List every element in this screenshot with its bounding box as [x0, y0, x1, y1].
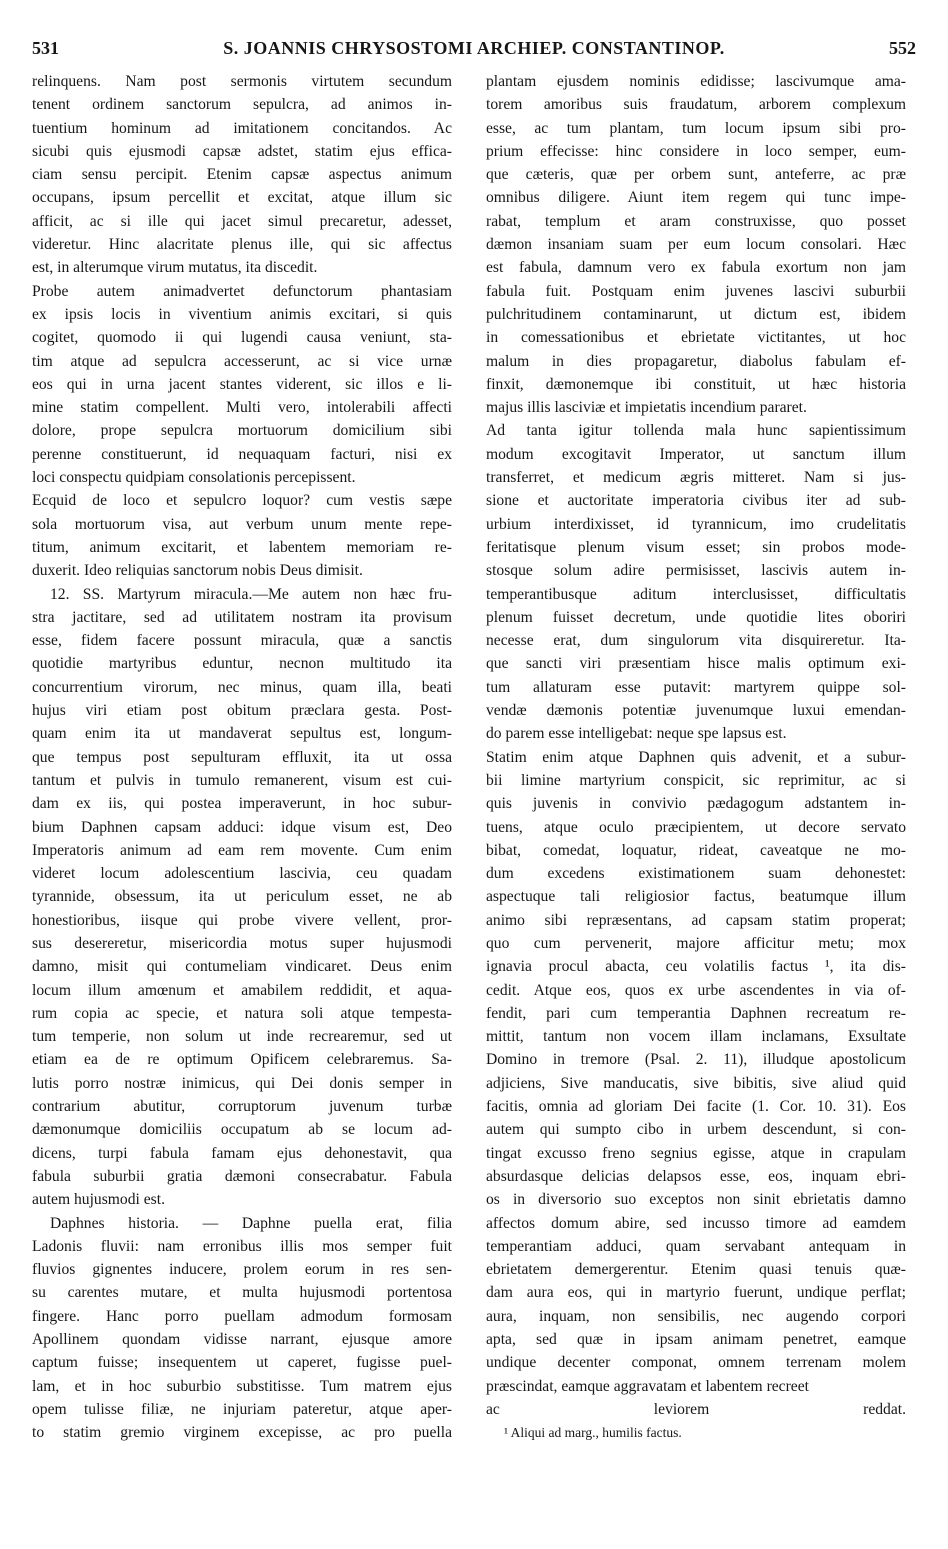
text-line: fingere. Hanc porro puellam admodum formosam [32, 1307, 452, 1325]
text-line: cedit. Atque eos, quos ex urbe ascendentes in via of- [486, 981, 906, 999]
text-line: Statim enim atque Daphnen quis advenit, et a subur- [486, 748, 906, 766]
text-line: plantam ejusdem nominis edidisse; lascivumque ama- [486, 73, 906, 90]
text-line: cogitet, quomodo ii qui lugendi causa veniunt, sta- [32, 329, 452, 347]
text-line: torem amoribus suis fraudatum, arborem complexum [486, 96, 906, 114]
text-line: contrarium abutitur, corruptorum juvenum turbæ [32, 1098, 452, 1116]
text-line: dam aura eos, qui in martyrio fuerunt, undique perflat; [486, 1284, 906, 1302]
text-line: prium effecisse: hinc considere in loco semper, eum- [486, 142, 906, 160]
text-line: mine statim compellent. Multi vero, intolerabili affecti [32, 399, 452, 417]
running-title: S. JOANNIS CHRYSOSTOMI ARCHIEP. CONSTANTINOP. [223, 38, 725, 58]
text-line: præscindat, eamque aggravatam et labentem recreet [486, 1377, 809, 1395]
text-line: lam, et in hoc suburbio substitisse. Tum matrem ejus [32, 1377, 452, 1395]
text-line: stra jactitare, sed ad utilitatem nostram ita provisum [32, 608, 452, 626]
text-line: Ad tanta igitur tollenda mala hunc sapientissimum [486, 422, 906, 440]
text-line: modum excogitavit Imperator, ut sanctum illum [486, 445, 906, 463]
text-line: tuens, atque oculo præcipientem, ut decore servato [486, 818, 906, 836]
running-header [32, 38, 916, 64]
text-line: est fabula, damnum vero ex fabula exortum non jam [486, 259, 906, 277]
text-line: etiam ea de re optimum Opificem celebraremus. Sa- [32, 1051, 452, 1069]
text-line: dicens, turpi fabula famam ejus dehonestavit, qua [32, 1144, 452, 1162]
text-line: relinquens. Nam post sermonis virtutem secundum [32, 73, 452, 90]
text-line: Domino in tremore (Psal. 2. 11), illudque apostolicum [486, 1051, 906, 1069]
text-line: sicubi quis ejusmodi capsæ adstet, statim ejus effica- [32, 142, 452, 160]
text-line: opem tulisse filiæ, ne injuriam pateretur, atque aper- [32, 1400, 452, 1418]
text-line: affectos domum abire, sed incusso timore ad eamdem [486, 1214, 906, 1232]
text-line: urbium interdixisset, id tyrannicum, imo crudelitatis [486, 515, 906, 533]
text-line: hujus viri etiam post obitum præclara gesta. Post- [32, 702, 452, 720]
text-line: in comessationibus et ebrietate victitantes, ut hoc [486, 329, 906, 347]
text-line: tantum et pulvis in tumulo remanerent, visum est cui- [32, 771, 452, 789]
text-line: perenne constituerunt, id nequaquam facturi, nisi ex [32, 445, 452, 463]
text-line: duxerit. Ideo reliquias sanctorum nobis Deus dimisit. [32, 562, 363, 580]
text-line: Ecquid de loco et sepulcro loquor? cum vestis sæpe [32, 492, 452, 510]
text-line: 12. SS. Martyrum miracula.—Me autem non hæc fru- [50, 585, 452, 603]
text-line: feritatisque plenum visum esset; sin probos mode- [486, 538, 906, 556]
text-line: Apollinem quondam vidisse narrant, ejusque amore [32, 1331, 452, 1349]
text-line: autem qui sumpto cibo in urbem descendunt, si con- [486, 1121, 906, 1139]
text-line: esse, fidem facere possunt miracula, quæ a sanctis [32, 632, 452, 650]
text-line: locum illum amœnum et amabilem reddidit, et aqua- [32, 981, 452, 999]
text-line: Ladonis fluvii: nam erronibus illis mos semper fuit [32, 1237, 452, 1255]
text-line: Imperatoris animum ad eam rem movente. Cum enim [32, 841, 452, 859]
text-line: su carentes mutare, et multa hujusmodi portentosa [32, 1284, 452, 1302]
text-line: animo sibi repræsentans, ad capsam statim properat; [486, 911, 906, 929]
text-line: bium Daphnen capsam adduci: idque visum est, Deo [32, 818, 452, 836]
text-line: concurrentium virorum, nec minus, quam illa, beati [32, 678, 452, 696]
text-line: quis juvenis in convivio pædagogum adstantem in- [486, 795, 906, 813]
text-line: Daphnes historia. — Daphne puella erat, filia [50, 1214, 452, 1232]
text-line: pulchritudinem contaminarunt, ut dictum est, ibidem [486, 305, 906, 323]
text-line: que sancti viri præsentiam hisce malis optimum exi- [486, 655, 906, 673]
text-line: to statim gremio virginem excepisse, ac pro puella [32, 1424, 452, 1442]
text-line: os in diversorio suo exceptos non sinit ebrietatis damno [486, 1191, 906, 1209]
text-line: quo cum pervenerit, majore afficitur metu; mox [486, 934, 906, 952]
right-text-column [486, 70, 906, 1445]
left-text-column [32, 70, 452, 1445]
text-line: damno, misit qui contumeliam vindicaret. Deus enim [32, 958, 452, 976]
text-line: ex ipsis locis in viventium animis excitari, si quis [32, 305, 452, 323]
text-line: fabula suburbii gratia dæmoni consecrabatur. Fabula [32, 1167, 452, 1185]
text-line: dæmon insaniam suam per eum locum consolari. Hæc [486, 236, 906, 254]
text-line: occupans, ipsum percellit et excitat, atque illum sic [32, 189, 452, 207]
text-line: honestioribus, iisque qui probe vivere vellent, pror- [32, 911, 452, 929]
text-line: plenum fuisset decretum, unde quotidie lites oboriri [486, 608, 906, 626]
text-line: bibat, comedat, loquatur, rideat, caveatque ne mo- [486, 841, 906, 859]
text-line: tyrannide, obsessum, ita ut periculum esset, ne ab [32, 888, 452, 906]
text-line: mittit, tantum non vocem illam inclamans, Exsultate [486, 1028, 906, 1046]
text-line: sola mortuorum visa, aut verbum unum mente repe- [32, 515, 452, 533]
text-line: captum fuisse; insequentem ut caperet, fugisse puel- [32, 1354, 452, 1372]
text-line: dæmonumque domiciliis occupatum ab se locum ad- [32, 1121, 452, 1139]
text-line: fendit, pari cum temperantia Daphnen recreatum re- [486, 1004, 906, 1022]
text-line: est, in alterumque virum mutatus, ita discedit. [32, 259, 318, 277]
text-line: Probe autem animadvertet defunctorum phantasiam [32, 282, 452, 300]
text-line: autem hujusmodi est. [32, 1191, 165, 1209]
text-line: tum temperie, non solum ut inde recrearemur, sed ut [32, 1028, 452, 1046]
text-line: afficit, ac si ille qui jacet simul precaretur, adesset, [32, 212, 452, 230]
text-line: necesse erat, dum singulorum vita disquireretur. Ita- [486, 632, 906, 650]
text-line: fluvios gignentes inducere, prolem eorum in res sen- [32, 1261, 452, 1279]
text-line: aura, inquam, non sensibilis, nec augendo corpori [486, 1307, 906, 1325]
text-line: bii limine martyrium conspicit, sic reprimitur, ac si [486, 771, 906, 789]
text-line: do parem esse intelligebat: neque spe lapsus est. [486, 725, 787, 743]
text-line: rabat, templum et aram construxisse, quo posset [486, 212, 906, 230]
text-line: ebrietatem demergerentur. Etenim quasi tenuis quæ- [486, 1261, 906, 1279]
text-line: facitis, omnia ad gloriam Dei facite (1. Cor. 10. 31). Eos [486, 1098, 906, 1116]
footnote: ¹ Aliqui ad marg., humilis factus. [504, 1425, 682, 1441]
text-line: transferret, et medicum ægris mitteret. Nam si jus- [486, 469, 906, 487]
text-line: videretur. Hinc alacritate plenus ille, qui sic affectus [32, 236, 452, 254]
text-line: fabula fuit. Postquam enim juvenes lascivi suburbii [486, 282, 906, 300]
text-line: finxit, dæmonemque ibi constituit, ut hæc historia [486, 375, 906, 393]
text-line: vendæ dæmonis potentiæ juvenumque luxui emendan- [486, 702, 906, 720]
text-line: sione et auctoritate imperatoria civibus iter ad sub- [486, 492, 906, 510]
text-line: dam ex iis, qui postea imperaverunt, in hoc subur- [32, 795, 452, 813]
text-line: que tempus post sepulturam effluxit, ita ut ossa [32, 748, 452, 766]
text-line: sus desereretur, misericordia motus super hujusmodi [32, 934, 452, 952]
text-line: loci conspectu quidpiam consolationis percepissent. [32, 469, 356, 487]
text-line: tenent ordinem sanctorum sepulcra, ad animos in- [32, 96, 452, 114]
text-line: quotidie martyribus eduntur, necnon multitudo ita [32, 655, 452, 673]
text-line: lutis porro nostræ inimicus, qui Dei donis semper in [32, 1074, 452, 1092]
text-line: apta, sed quæ in ipsam animam penetret, eamque [486, 1331, 906, 1349]
text-line: aspectuque tali religiosior factus, beatumque illum [486, 888, 906, 906]
text-line: adjiciens, Sive manducatis, sive bibitis, sive aliud quid [486, 1074, 906, 1092]
text-line: esse, ac tum plantam, tum locum ipsum sibi pro- [486, 119, 906, 137]
text-line: undique decenter componat, omnem terrenam molem [486, 1354, 906, 1372]
text-line: videret locum adolescentium lascivia, ceu quadam [32, 865, 452, 883]
text-line: tingat excusso freno segnius egisse, atque in crapulam [486, 1144, 906, 1162]
text-line: titum, animum excitarit, et labentem memoriam re- [32, 538, 452, 556]
text-line: rum copia ac specie, et natura soli atque tempesta- [32, 1004, 452, 1022]
text-line: tim atque ad sepulcra accesserunt, ac si vice urnæ [32, 352, 452, 370]
text-line: ignavia procul abacta, ceu volatilis factus ¹, ita dis- [486, 958, 906, 976]
text-line: eos qui in urna jacent stantes viderent, sic illos e li- [32, 375, 452, 393]
text-line: temperantiam adduci, quam servabant antequam in [486, 1237, 906, 1255]
page-number-left: 531 [32, 38, 59, 58]
text-line: ciam sensu percipit. Etenim capsæ aspectus animum [32, 166, 452, 184]
text-line: malum in dies propagaretur, diabolus fabulam ef- [486, 352, 906, 370]
text-line: absurdasque delicias delapsos esse, eos, inquam ebri- [486, 1167, 906, 1185]
text-line: tum allaturam esse putavit: martyrem quippe sol- [486, 678, 906, 696]
text-line: omnibus diligere. Aiunt item regem qui tunc impe- [486, 189, 906, 207]
text-line: temperantibusque aditum interclusisset, difficultatis [486, 585, 906, 603]
text-line: stosque solum adire permisisset, lascivis autem in- [486, 562, 906, 580]
text-line: tuentium hominum ad imitationem concitandos. Ac [32, 119, 452, 137]
text-line: majus illis lasciviæ et impietatis incendium pararet. [486, 399, 807, 417]
text-line: dolore, prope sepulcra mortuorum domicilium sibi [32, 422, 452, 440]
text-line: ac leviorem reddat. [486, 1400, 906, 1418]
text-line: dum excedens existimationem suam dehonestet: [486, 865, 906, 883]
page-number-right: 552 [889, 38, 916, 58]
text-line: quam enim ita ut mandaverat sepultus est, longum- [32, 725, 452, 743]
text-line: que cæteris, quæ per orbem sunt, anteferre, ac præ [486, 166, 906, 184]
